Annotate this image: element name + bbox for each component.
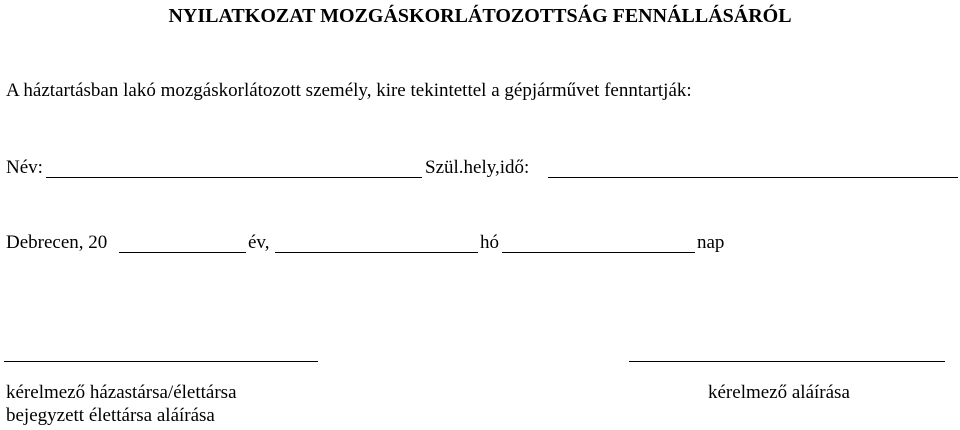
birth-field-line[interactable] — [548, 177, 958, 178]
month-field-line[interactable] — [275, 252, 478, 253]
year-field-line[interactable] — [119, 252, 246, 253]
day-label: nap — [697, 232, 725, 253]
birth-label: Szül.hely,idő: — [425, 157, 530, 178]
spouse-signature-line[interactable] — [4, 361, 318, 362]
date-place-prefix: Debrecen, 20 — [6, 232, 108, 253]
day-field-line[interactable] — [502, 252, 695, 253]
month-label: hó — [480, 232, 499, 253]
applicant-signature-line[interactable] — [629, 361, 945, 362]
spouse-signature-caption-line1: kérelmező házastársa/élettársa — [6, 382, 237, 403]
intro-text: A háztartásban lakó mozgáskorlátozott személy, kire tekintettel a gépjárművet fenntartják: — [6, 80, 692, 101]
name-label: Név: — [6, 157, 43, 178]
spouse-signature-caption-line2: bejegyzett élettársa aláírása — [6, 405, 215, 426]
applicant-signature-caption: kérelmező aláírása — [708, 382, 850, 403]
document-title: NYILATKOZAT MOZGÁSKORLÁTOZOTTSÁG FENNÁLLÁSÁRÓL — [168, 5, 792, 27]
name-field-line[interactable] — [46, 177, 422, 178]
year-label: év, — [248, 232, 270, 253]
